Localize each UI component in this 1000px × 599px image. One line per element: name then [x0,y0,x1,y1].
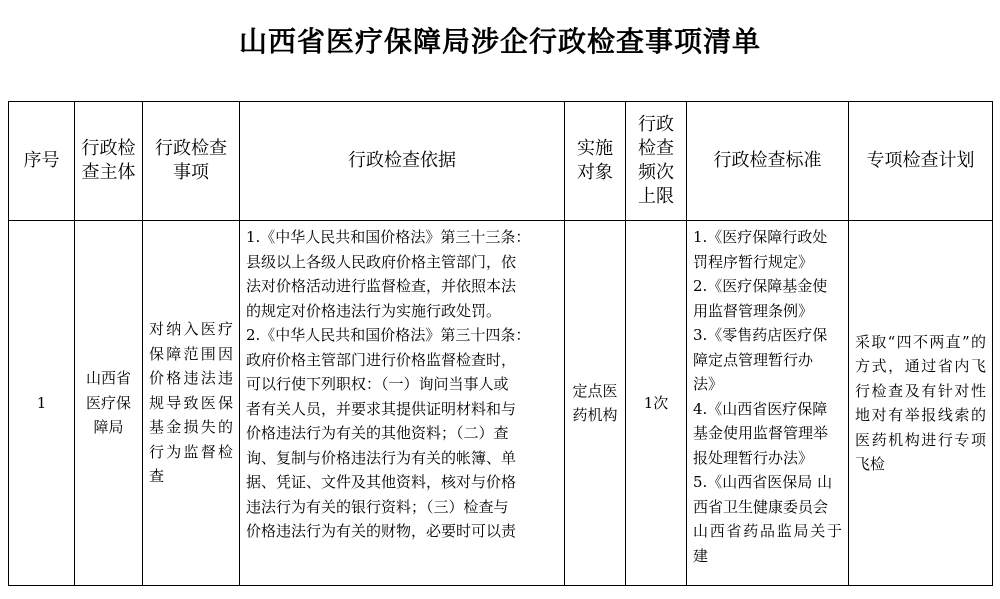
basis-line: 的规定对价格违法行为实施行政处罚。 [246,301,502,320]
basis-line: 价格违法行为有关的财物，必要时可以责 [246,522,517,540]
header-target: 实施对象 [565,102,626,221]
cell-plan: 采取“四不两直”的方式，通过省内飞行检查及有针对性地对有举报线索的医药机构进行专项飞检 [849,221,993,586]
header-standard: 行政检查标准 [687,102,849,221]
standard-line: 5.《山西省医保局 山 [693,473,833,491]
basis-line: 价格违法行为有关的其他资料；（二）查 [246,424,509,442]
table-row [9,221,993,586]
standard-line: 2.《医疗保障基金使 [693,277,828,295]
cell-frequency: 1次 [626,221,687,586]
standard-line: 1.《医疗保障行政处 [693,228,828,246]
header-frequency: 行政检查频次上限 [626,102,687,221]
basis-line: 可以行使下列职权：（一）询问当事人或 [246,375,509,393]
standard-line: 山西省药品监局关于建 [693,522,842,565]
inspection-table [8,101,993,586]
header-number: 序号 [9,102,75,221]
basis-line: 1.《中华人民共和国价格法》第三十三条： [246,228,531,246]
standard-line: 4.《山西省医疗保障 [693,399,828,418]
standard-line: 基金使用监督管理举 [693,424,829,442]
header-matter: 行政检查事项 [143,102,240,221]
basis-line: 据、凭证、文件及其他资料，核对与价格 [246,473,517,491]
standard-line: 障定点管理暂行办 [693,350,814,369]
basis-line: 2.《中华人民共和国价格法》第三十四条： [246,326,531,344]
header-basis: 行政检查依据 [240,102,565,221]
document-title: 山西省医疗保障局涉企行政检查事项清单 [238,25,761,58]
cell-matter: 对纳入医疗保障范围因价格违法违规导致医保基金损失的行为监督检查 [143,221,240,586]
cell-target: 定点医药机构 [565,221,626,586]
basis-line: 县级以上各级人民政府价格主管部门，依 [246,252,517,271]
basis-line: 法对价格活动进行监督检查，并依照本法 [246,277,517,295]
basis-line: 者有关人员，并要求其提供证明材料和与 [246,399,517,418]
basis-line: 违法行为有关的银行资料；（三）检查与 [246,497,509,516]
header-plan: 专项检查计划 [849,102,993,221]
standard-line: 罚程序暂行规定》 [693,252,814,271]
standard-line: 3.《零售药店医疗保 [693,326,828,344]
header-subject: 行政检查主体 [75,102,143,221]
standard-line: 报处理暂行办法》 [693,448,814,467]
standard-line: 用监督管理条例》 [693,301,814,320]
table-body [9,221,993,586]
header-row [9,102,993,221]
standard-line: 法》 [693,375,724,393]
cell-subject: 山西省医疗保障局 [75,221,143,586]
cell-basis [240,221,565,586]
basis-line: 询、复制与价格违法行为有关的帐簿、单 [246,448,517,467]
cell-standard [687,221,849,586]
basis-line: 政府价格主管部门进行价格监督检查时， [246,350,517,369]
cell-number: 1 [9,221,75,586]
standard-line: 西省卫生健康委员会 [693,497,829,516]
table-header [9,102,993,221]
